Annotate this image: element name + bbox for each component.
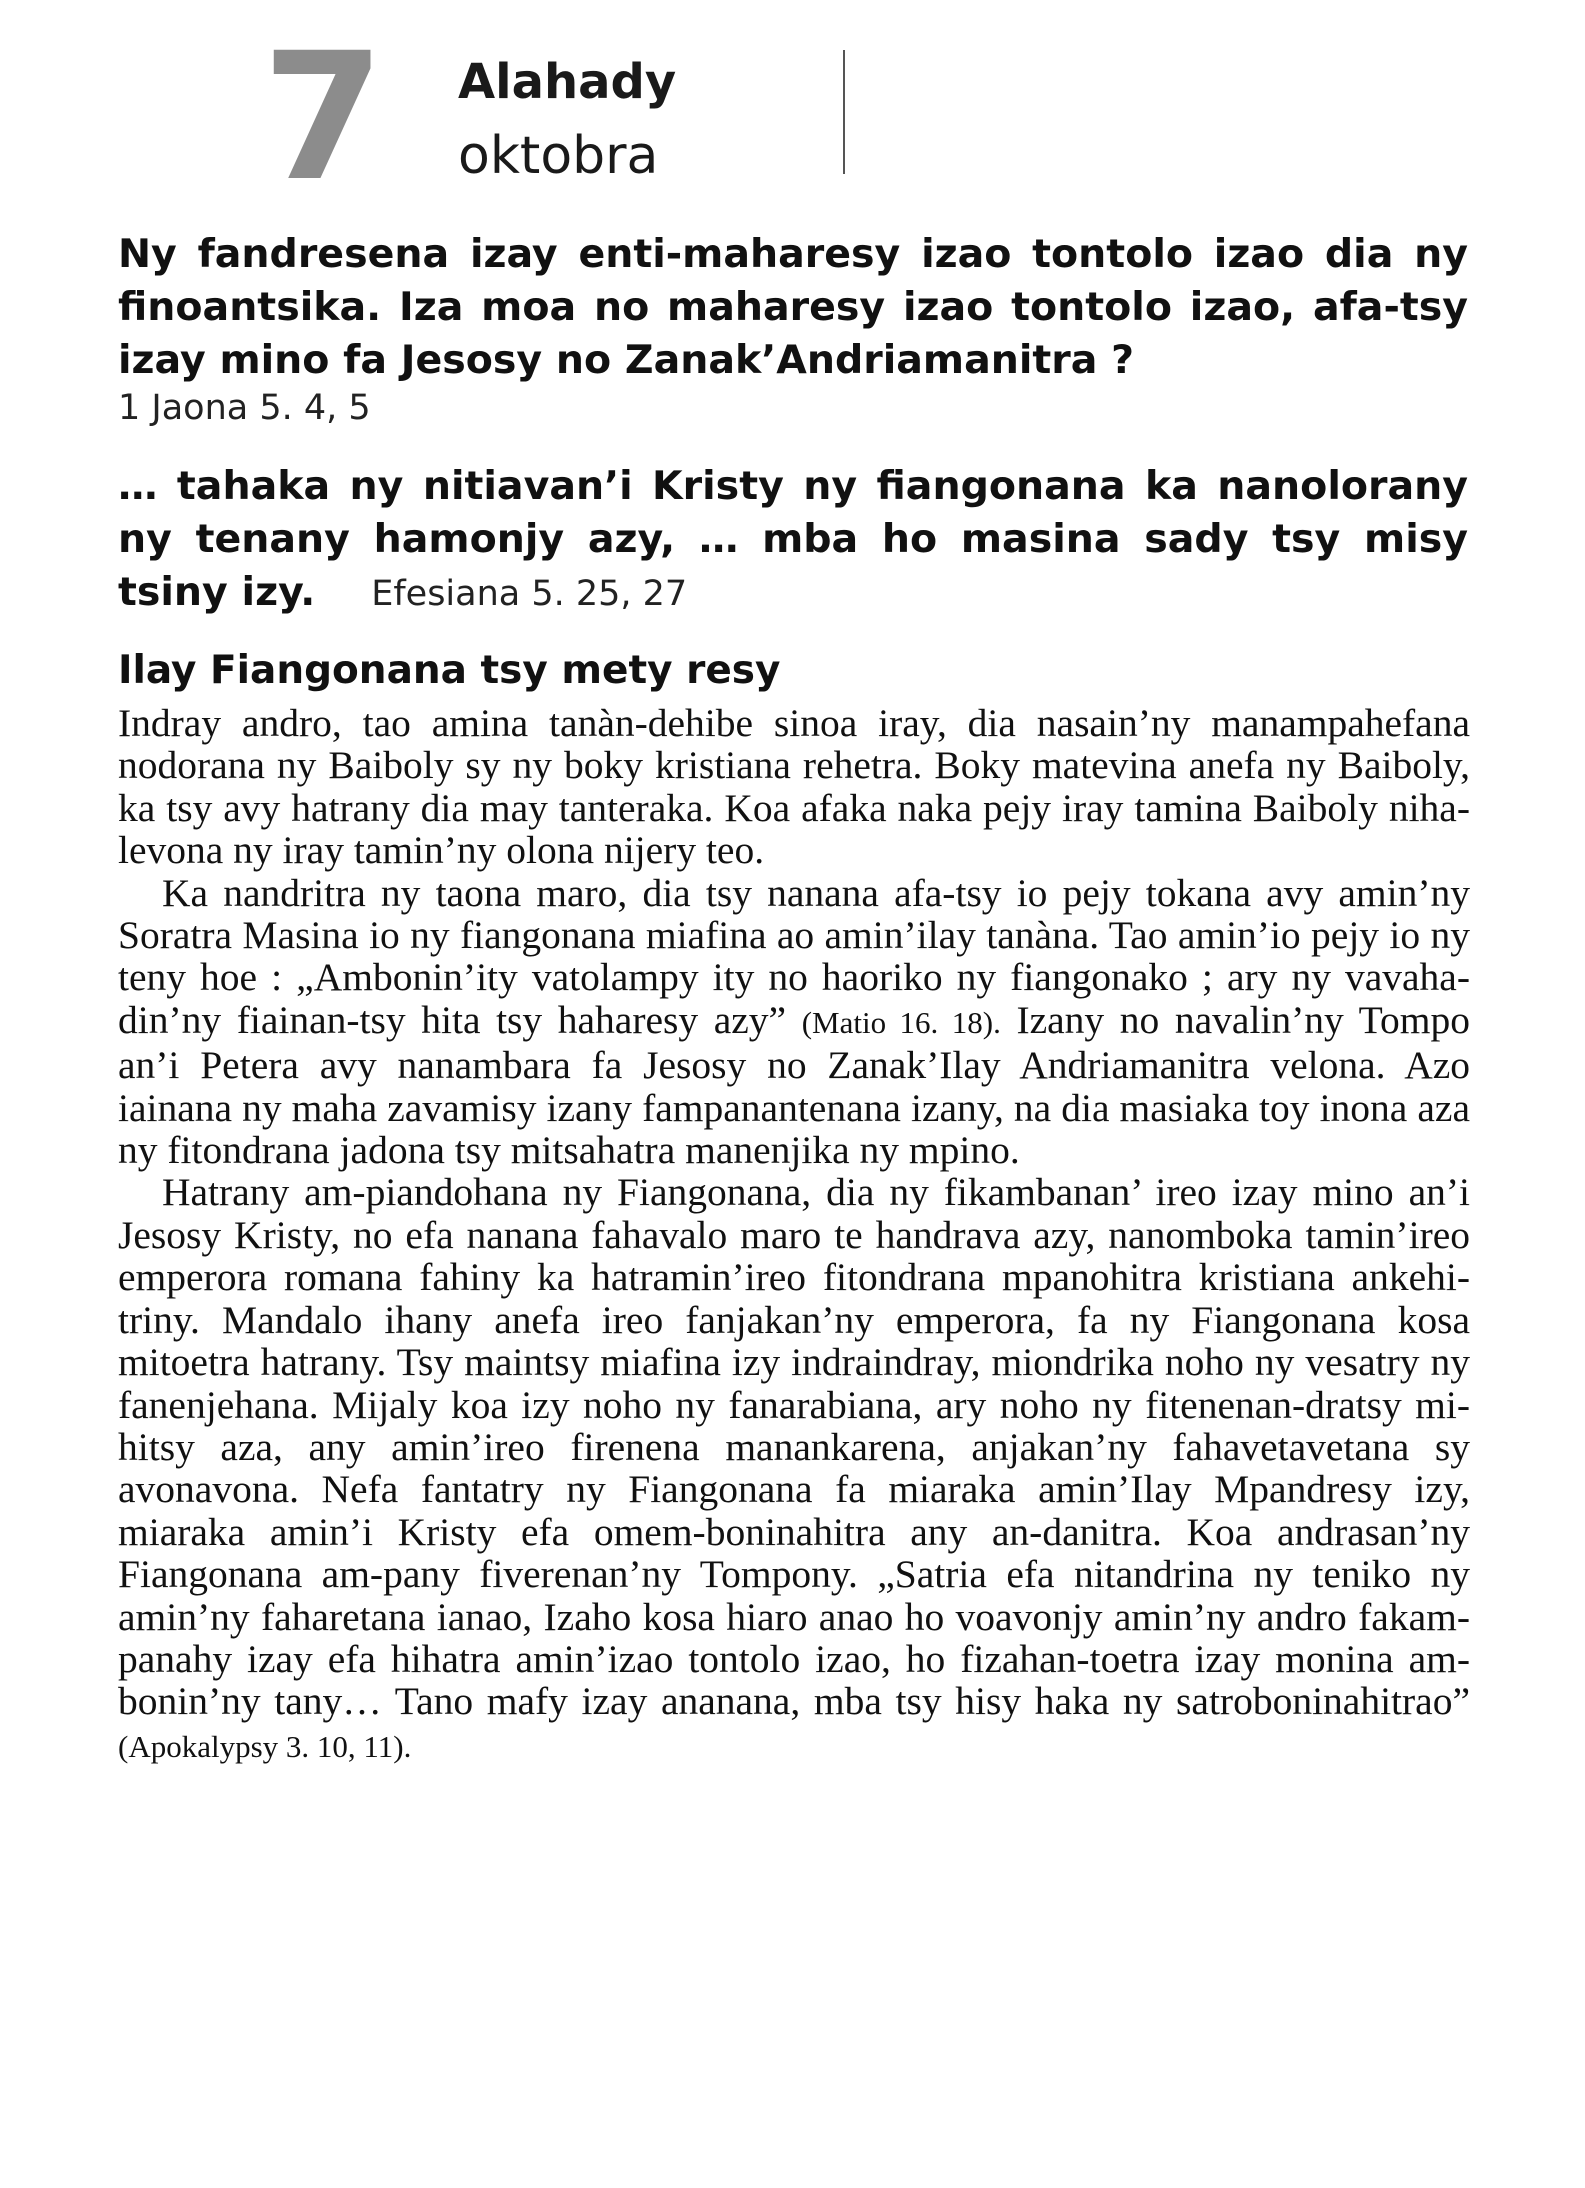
- verse-1: [118, 228, 1468, 387]
- verse-2-reference: Efesiana 5. 25, 27: [371, 574, 688, 614]
- article-title: Ilay Fiangonana tsy mety resy: [118, 648, 781, 693]
- paragraph-2-citation: (Matio 16. 18).: [801, 1004, 1001, 1040]
- paragraph-1: Indray andro, tao amina tanàn-dehibe sinoa iray, dia nasain’ny manampahefana nodorana ny Baiboly sy ny boky kristiana rehetra. Boky matevina anefa ny Baiboly, ka tsy avy hatrany dia may tanteraka. Koa afaka naka pejy iray tamina Baiboly nihalevona ny iray tamin’ny olona nijery teo.: [118, 701, 1470, 873]
- month-label: oktobra: [458, 126, 659, 186]
- paragraph-3-citation: (Apokalypsy 3. 10, 11).: [118, 1728, 412, 1764]
- paragraph-3-text: Hatrany am-piandohana ny Fiangonana, dia ny fikambanan’ ireo izay mino an’i Jesosy Kristy, no efa nanana fahavalo maro te handrava azy, nanomboka tamin’ireo emperora romana fahiny ka hatramin’ireo fitondrana mpanohitra kristiana ankehitriny. Mandalo ihany anefa ireo fanjakan’ny emperora, fa ny Fiangonana kosa mitoetra hatrany. Tsy maintsy miafina izy indraindray, miondrika noho ny vesatry ny fanenjehana. Mijaly koa izy noho ny fanarabiana, ary noho ny fitenenan-dratsy mihitsy aza, any amin’ireo firenena manankarena, anjakan’ny fahavetavetana sy avonavona. Nefa fantatry ny Fiangonana fa miaraka amin’Ilay Mpandresy izy, miaraka amin’i Kristy efa omem-boninahitra any an-danitra. Koa andrasan’ny Fiangonana am-pany fiverenan’ny Tompony. „Satria efa nitandrina ny teniko ny amin’ny faharetana ianao, Izaho kosa hiaro anao ho voavonjy amin’ny andro fakam-panahy izay efa hihatra amin’izao tontolo izao, ho fizahan-toetra izay monina ambonin’ny tany… Tano mafy izay ananana, mba tsy hisy haka ny satroboninahitrao”: [118, 1170, 1470, 1724]
- header-divider: [843, 50, 845, 174]
- verse-1-reference: 1 Jaona 5. 4, 5: [118, 388, 371, 428]
- verse-1-text: Ny fandresena izay enti-maharesy izao tontolo izao dia ny finoantsika. Iza moa no maharesy izao tontolo izao, afa-tsy izay mino fa Jesosy no Zanak’Andriamanitra ?: [118, 231, 1468, 383]
- paragraph-2-text-a: Ka nandritra ny taona maro, dia tsy nanana afa-tsy io pejy tokana avy amin’ny Soratra Masina io ny fiangonana miafina ao amin’ilay tanàna. Tao amin’io pejy io ny teny hoe : „Ambonin’ity vatolampy ity no haoriko ny fiangonako ; ary ny vavahadin’ny fiainan-tsy hita tsy haharesy azy”: [118, 870, 1470, 1042]
- verse-2-text: … tahaka ny nitiavan’i Kristy ny fiangonana ka nanolorany ny tenany hamonjy azy, … mba ho masina sady tsy misy tsiny izy.: [118, 463, 1468, 615]
- paragraph-3: [118, 1171, 1470, 1768]
- verse-2: [118, 460, 1468, 621]
- weekday-label: Alahady: [458, 54, 677, 110]
- paragraph-2-text-b: Izany no navalin’ny Tompo an’i Petera avy nanambara fa Jesosy no Zanak’Ilay Andriamanitra velona. Azo iainana ny maha zavamisy izany fampanantenana izany, na dia masiaka toy inona aza ny fitondrana jadona tsy mitsahatra manenjika ny mpino.: [118, 997, 1471, 1173]
- paragraph-2: [118, 872, 1470, 1172]
- article-body: [118, 702, 1470, 1768]
- day-number: 7: [262, 15, 385, 220]
